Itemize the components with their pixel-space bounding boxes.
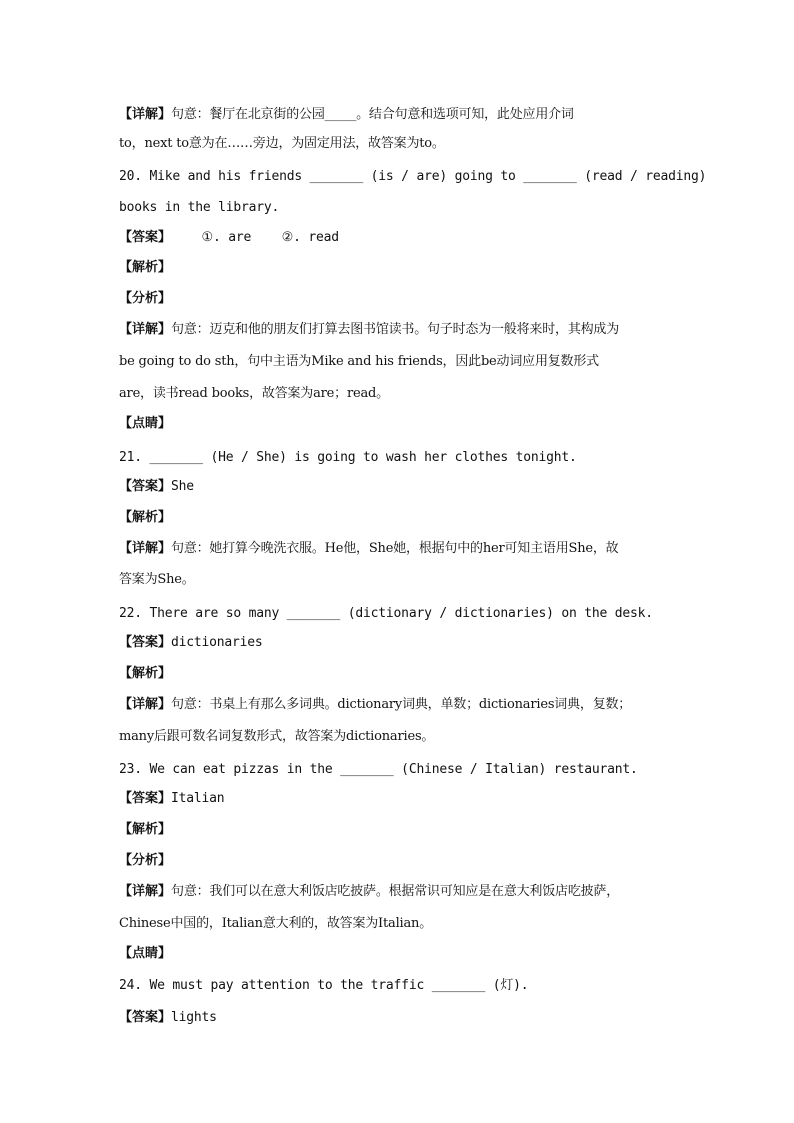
text-line <box>119 353 694 371</box>
answer-line <box>119 478 694 496</box>
text-line <box>119 259 694 277</box>
section-tag: 【解析】 <box>119 510 172 525</box>
line-text: 句意：书桌上有那么多词典。dictionary词典，单数；dictionaries词典，复数； <box>171 697 632 712</box>
section-tag: 【详解】 <box>119 107 172 122</box>
line-text: 句意：迈克和他的朋友们打算去图书馆读书。句子时态为一般将来时，其构成为 <box>171 322 620 337</box>
line-text: dictionaries <box>171 635 263 650</box>
section-tag: 【点睛】 <box>119 416 172 431</box>
text-line <box>119 290 694 308</box>
text-line <box>119 915 694 933</box>
line-text: Italian <box>171 791 225 806</box>
section-tag: 【答案】 <box>119 1010 172 1025</box>
line-text: 23. We can eat pizzas in the _______ (Chinese / Italian) restaurant. <box>119 762 638 777</box>
section-tag: 【点睛】 <box>119 946 172 961</box>
section-tag: 【解析】 <box>119 666 172 681</box>
section-tag: 【答案】 <box>119 791 172 806</box>
section-tag: 【详解】 <box>119 322 172 337</box>
text-line <box>119 106 694 124</box>
text-line <box>119 509 694 527</box>
section-tag: 【分析】 <box>119 853 172 868</box>
text-line <box>119 665 694 683</box>
section-tag: 【详解】 <box>119 697 172 712</box>
section-tag: 【答案】 <box>119 479 172 494</box>
line-text: 句意：餐厅在北京街的公园_____。结合句意和选项可知，此处应用介词 <box>171 107 574 122</box>
line-text: 22. There are so many _______ (dictionary / dictionaries) on the desk. <box>119 606 653 621</box>
line-text: 20. Mike and his friends _______ (is / are) going to _______ (read / reading) <box>119 169 707 184</box>
text-line <box>119 883 694 901</box>
line-text: are，读书read books，故答案为are；read。 <box>119 386 389 401</box>
text-line <box>119 945 694 963</box>
text-line <box>119 321 694 339</box>
section-tag: 【答案】 <box>119 230 172 245</box>
line-text: 答案为She。 <box>119 572 195 587</box>
line-text: 句意：她打算今晚洗衣服。He他，She她，根据句中的her可知主语用She，故 <box>171 541 619 556</box>
answer-line <box>119 229 694 247</box>
text-line <box>119 852 694 870</box>
section-tag: 【解析】 <box>119 822 172 837</box>
text-line <box>119 571 694 589</box>
line-text: She <box>171 479 194 494</box>
text-line <box>119 135 694 153</box>
answer-line <box>119 634 694 652</box>
text-line <box>119 415 694 433</box>
text-line <box>119 821 694 839</box>
text-line <box>119 199 694 217</box>
question-line <box>119 761 694 779</box>
section-tag: 【详解】 <box>119 884 172 899</box>
question-line <box>119 605 694 623</box>
question-line <box>119 168 707 186</box>
line-text: many后跟可数名词复数形式，故答案为dictionaries。 <box>119 729 435 744</box>
question-line <box>119 977 694 995</box>
section-tag: 【解析】 <box>119 260 172 275</box>
section-tag: 【答案】 <box>119 635 172 650</box>
line-text: 句意：我们可以在意大利饭店吃披萨。根据常识可知应是在意大利饭店吃披萨， <box>171 884 620 899</box>
text-line <box>119 728 694 746</box>
question-line <box>119 449 694 467</box>
line-text: be going to do sth，句中主语为Mike and his friends，因此be动词应用复数形式 <box>119 354 599 369</box>
line-text: 24. We must pay attention to the traffic _______ (灯). <box>119 978 529 993</box>
answer-line <box>119 1009 694 1027</box>
text-line <box>119 540 694 558</box>
answer-line <box>119 790 694 808</box>
text-line <box>119 696 694 714</box>
section-tag: 【详解】 <box>119 541 172 556</box>
text-line <box>119 385 694 403</box>
line-text: to，next to意为在……旁边，为固定用法，故答案为to。 <box>119 136 445 151</box>
line-text: books in the library. <box>119 200 280 215</box>
line-text: ①. are ②. read <box>171 230 339 245</box>
line-text: Chinese中国的，Italian意大利的，故答案为Italian。 <box>119 916 433 931</box>
section-tag: 【分析】 <box>119 291 172 306</box>
line-text: 21. _______ (He / She) is going to wash her clothes tonight. <box>119 450 577 465</box>
line-text: lights <box>171 1010 217 1025</box>
